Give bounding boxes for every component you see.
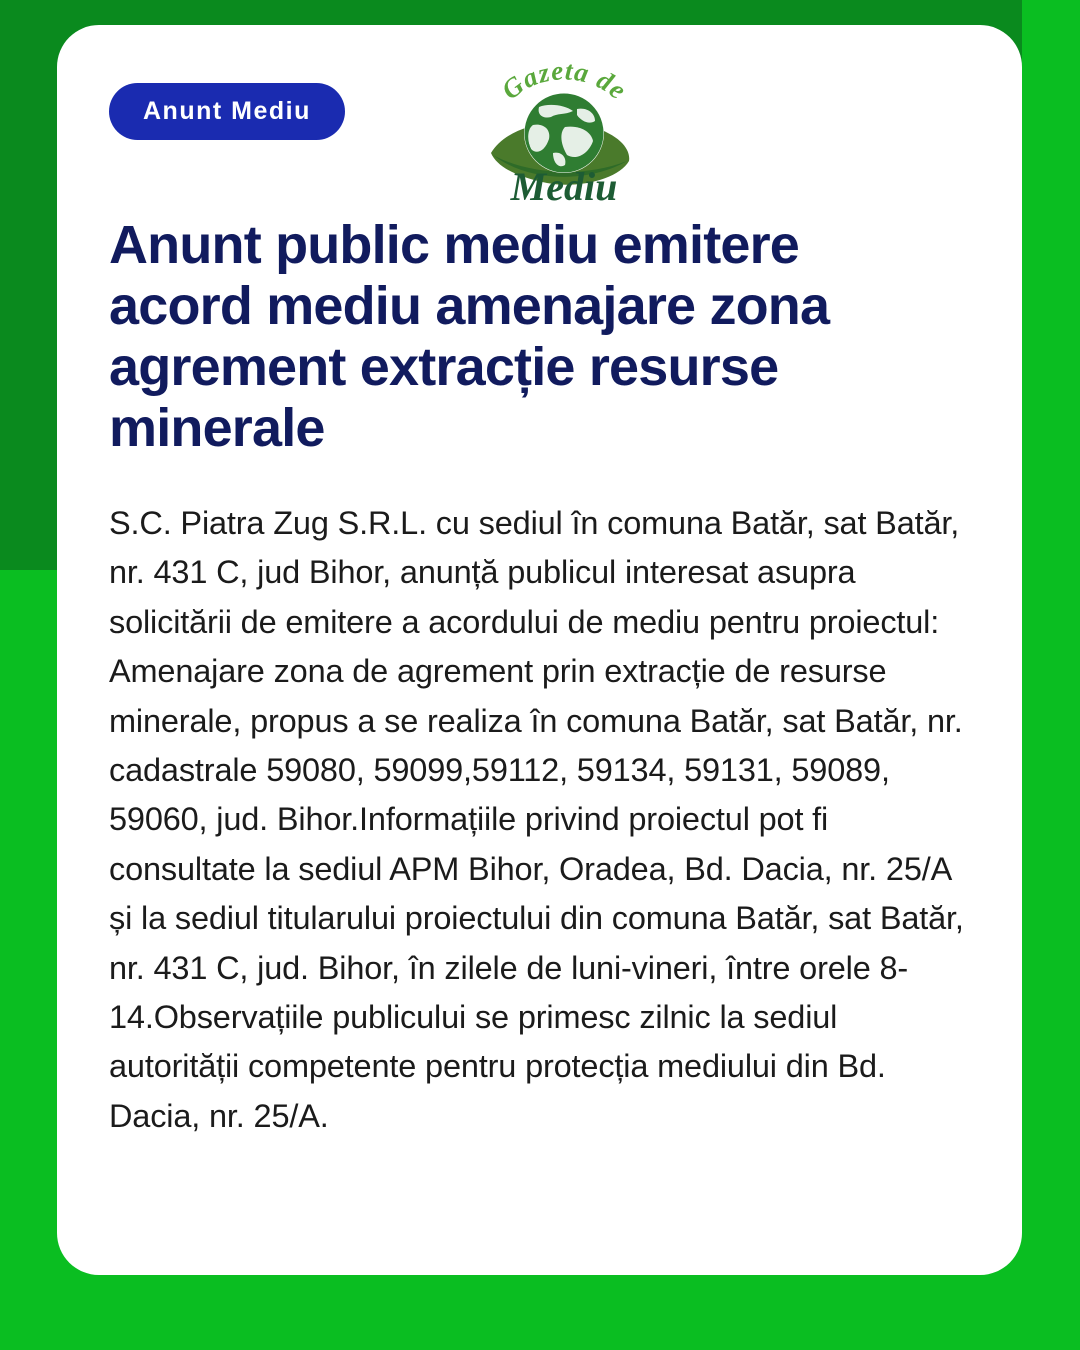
announcement-body-text: S.C. Piatra Zug S.R.L. cu sediul în comuna Batăr, sat Batăr, nr. 431 C, jud Bihor, anunță publicul interesat asupra solicitării de emitere a acordului de mediu pentru proiectul: Amenajare zona de agrement prin extracție de resurse minerale, propus a se realiza în comuna Batăr, sat Batăr, nr. cadastrale 59080, 59099,59112, 59134, 59131, 59089, 59060, jud. Bihor.Informațiile privind proiectul pot fi consultate la sediul APM Bihor, Oradea, Bd. Dacia, nr. 25/A și la sediul titularului proiectului din comuna Batăr, sat Batăr, nr. 431 C, jud. Bihor, în zilele de luni-vineri, între orele 8-14.Observațiile publicului se primesc zilnic la sediul autorității competente pentru protecția mediului din Bd. Dacia, nr. 25/A. [109,505,964,1134]
background-right-strip [1022,0,1080,1350]
announcement-card [57,25,1022,1275]
gazeta-de-mediu-logo [469,57,659,207]
globe-shape [524,93,604,173]
page-title: Anunt public mediu emitere acord mediu amenajare zona agrement extracție resurse minerale [109,215,830,459]
category-badge[interactable]: Anunt Mediu [109,83,345,140]
card-header [109,57,970,207]
logo-top-text: Gazeta de [495,57,633,106]
logo-bottom-text: Mediu [510,164,618,207]
